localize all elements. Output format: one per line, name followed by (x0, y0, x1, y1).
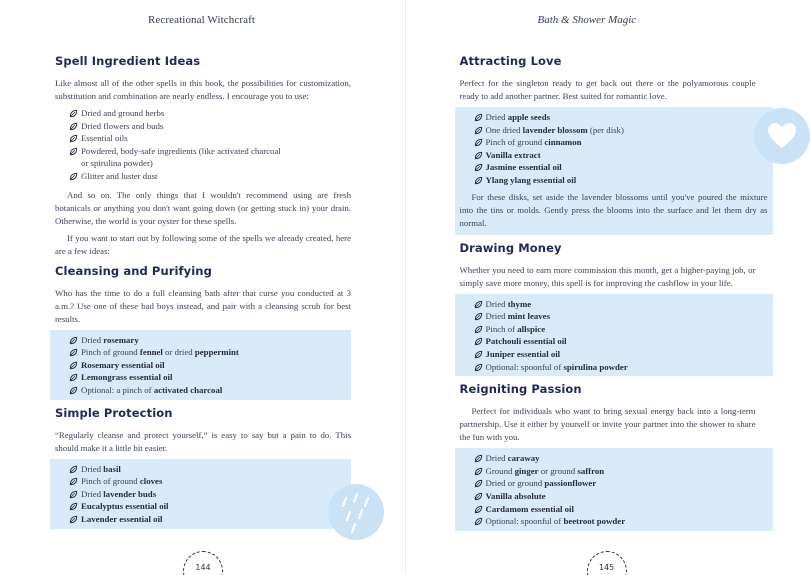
running-head-right: Bath & Shower Magic (537, 14, 637, 26)
list-item: Glitter and luster dust (55, 170, 351, 183)
ingredient-item: Rosemary essential oil (55, 359, 346, 372)
ingredient-item: Juniper essential oil (460, 348, 768, 361)
section-intro: “Regularly cleanse and protect yourself,” is easy to say but a pain to do. This should make it a little bit easier. (55, 429, 351, 453)
section-title-reigniting-passion: Reigniting Passion (459, 382, 582, 397)
leaf-bullet-icon (69, 465, 78, 474)
body-paragraph: And so on. The only things that I wouldn't recommend using are fresh botanicals or anything you don't want going down (or getting stuck in) your drain. Otherwise, the world is your oyster for these spells. (55, 189, 351, 226)
ingredient-item: Ylang ylang essential oil (460, 174, 768, 187)
list-item: Dried and ground herbs (55, 107, 351, 120)
section-intro: Whether you need to earn more commission this month, get a higher-paying job, or simply save more money, this spell is for improving the cashflow in your life. (459, 264, 756, 288)
body-paragraph: If you want to start out by following some of the spells we already created, here are a few ideas: (55, 232, 351, 256)
section-title-simple-protection: Simple Protection (55, 405, 173, 420)
leaf-bullet-icon (69, 109, 78, 118)
ingredient-item: Cardamom essential oil (460, 503, 768, 516)
leaf-bullet-icon (69, 386, 78, 395)
leaf-bullet-icon (474, 363, 483, 372)
leaf-bullet-icon (69, 134, 78, 143)
ingredient-item: Vanilla extract (460, 149, 768, 162)
ingredient-item: Dried or ground passionflower (460, 477, 768, 490)
section-intro: Like almost all of the other spells in this book, the possibilities for customization, substitution and combination are nearly endless. I encourage you to use: (55, 78, 351, 101)
leaf-bullet-icon (69, 172, 78, 181)
section-title-cleansing-and-purifying: Cleansing and Purifying (55, 263, 212, 278)
ingredient-item: Lavender essential oil (55, 513, 346, 526)
ingredient-box (50, 330, 351, 400)
heart-icon (754, 108, 810, 164)
leaf-bullet-icon (474, 312, 483, 321)
leaf-bullet-icon (474, 163, 483, 172)
ingredient-item: Vanilla absolute (460, 490, 768, 503)
leaf-bullet-icon (474, 337, 483, 346)
leaf-bullet-icon (474, 138, 483, 147)
ingredient-item: Optional: spoonful of spirulina powder (460, 361, 768, 374)
leaf-bullet-icon (69, 515, 78, 524)
ingredient-item: Dried mint leaves (460, 310, 768, 323)
leaf-bullet-icon (69, 477, 78, 486)
ingredient-item: Lemongrass essential oil (55, 371, 346, 384)
ingredient-item: Jasmine essential oil (460, 161, 768, 174)
leaf-bullet-icon (474, 505, 483, 514)
page-number-left: 144 (183, 551, 223, 575)
ingredient-item: Pinch of ground cinnamon (460, 136, 768, 149)
ingredient-ideas-list (55, 107, 351, 183)
ingredient-box (455, 448, 773, 531)
ingredient-item: Dried lavender buds (55, 488, 346, 501)
list-item: Dried flowers and buds (55, 120, 351, 133)
leaf-bullet-icon (474, 126, 483, 135)
leaf-bullet-icon (69, 348, 78, 357)
section-title-drawing-money: Drawing Money (459, 240, 562, 255)
leaf-bullet-icon (474, 479, 483, 488)
list-item: Powdered, body-safe ingredients (like activated charcoal or spirulina powder) (55, 145, 351, 170)
leaf-bullet-icon (474, 300, 483, 309)
section-title-attracting-love: Attracting Love (459, 54, 562, 68)
ingredient-box (50, 459, 351, 529)
leaf-bullet-icon (69, 147, 78, 156)
section-intro: Perfect for the singleton ready to get back out there or the polyamorous couple ready to add another partner. Best suited for romantic love. (459, 78, 756, 101)
list-item: Essential oils (55, 132, 351, 145)
leaf-bullet-icon (69, 122, 78, 131)
ingredient-item: Dried caraway (460, 452, 768, 465)
ingredient-item: Patchouli essential oil (460, 335, 768, 348)
ingredient-note: For these disks, set aside the lavender blossoms until you've poured the mixture into the tins or molds. Gently press the blooms into the surface and let them dry as normal. (459, 191, 768, 228)
ingredient-item: Optional: spoonful of beetroot powder (460, 515, 768, 528)
leaf-bullet-icon (474, 151, 483, 160)
ingredient-item: Pinch of allspice (460, 323, 768, 336)
leaf-bullet-icon (474, 492, 483, 501)
section-intro: Perfect for individuals who want to bring sexual energy back into a long-term partnership. Use it either by yourself or invite your partner into the shower to share the fun with you. (459, 406, 756, 443)
page-number-right: 145 (587, 551, 627, 575)
ingredient-item: Dried apple seeds (460, 111, 768, 124)
ingredient-item: Dried basil (55, 463, 346, 476)
leaf-bullet-icon (474, 176, 483, 185)
right-page (406, 0, 810, 575)
ingredient-item: Pinch of ground cloves (55, 475, 346, 488)
leaf-bullet-icon (474, 113, 483, 122)
ingredient-item: One dried lavender blossom (per disk) (460, 124, 768, 137)
water-drops-icon (326, 482, 386, 542)
leaf-bullet-icon (69, 361, 78, 370)
leaf-bullet-icon (69, 490, 78, 499)
right-content (459, 48, 768, 537)
leaf-bullet-icon (69, 502, 78, 511)
running-head-left: Recreational Witchcraft (148, 14, 256, 26)
leaf-bullet-icon (474, 467, 483, 476)
leaf-bullet-icon (69, 373, 78, 382)
ingredient-item: Optional: a pinch of activated charcoal (55, 384, 346, 397)
leaf-bullet-icon (474, 454, 483, 463)
ingredient-box (455, 107, 773, 235)
left-content (55, 48, 351, 535)
section-title-spell-ingredient-ideas: Spell Ingredient Ideas (55, 54, 201, 68)
section-intro: Who has the time to do a full cleansing bath after that curse you conducted at 3 a.m.? Use one of these bad boys instead, and pair with a cleansing scrub for best results. (55, 287, 351, 324)
ingredient-box (455, 294, 773, 377)
leaf-bullet-icon (474, 350, 483, 359)
leaf-bullet-icon (474, 517, 483, 526)
ingredient-item: Pinch of ground fennel or dried peppermint (55, 346, 346, 359)
ingredient-item: Ground ginger or ground saffron (460, 465, 768, 478)
ingredient-item: Dried thyme (460, 298, 768, 311)
leaf-bullet-icon (69, 336, 78, 345)
ingredient-item: Dried rosemary (55, 334, 346, 347)
leaf-bullet-icon (474, 325, 483, 334)
ingredient-item: Eucalyptus essential oil (55, 500, 346, 513)
